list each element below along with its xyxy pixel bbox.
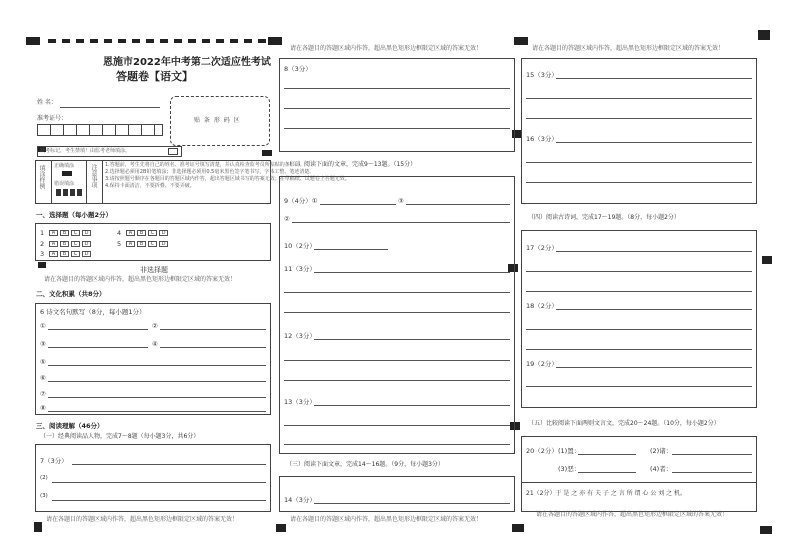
option-bubble[interactable]: A bbox=[126, 241, 135, 247]
answer-line[interactable] bbox=[556, 367, 752, 368]
nonchoice-notice: 请在各题目的答题区域内作答，超出黑色矩形边框限定区域的答案无效！ bbox=[44, 276, 237, 283]
side-mark bbox=[38, 262, 46, 268]
section-culture-title: 二、文化积累（共8分） bbox=[36, 290, 106, 298]
answer-line[interactable] bbox=[672, 472, 752, 473]
option-bubble[interactable]: D bbox=[82, 241, 91, 247]
answer-box-q14[interactable] bbox=[279, 476, 515, 512]
blank-mark: ③ bbox=[398, 197, 404, 205]
sub-section-title: （一）经典阅读品人物，完成7～8题（每小题3分，共6分） bbox=[40, 433, 200, 440]
answer-line[interactable] bbox=[320, 204, 396, 205]
q11-label: 11（3分） bbox=[284, 265, 316, 273]
answer-line[interactable] bbox=[578, 472, 636, 473]
answer-box-q9-13[interactable] bbox=[279, 176, 515, 454]
correct-fill-sample bbox=[62, 171, 72, 176]
answer-box-q17-19[interactable] bbox=[521, 230, 757, 408]
sub-section-title: （四）阅读古诗词，完成17～19题。（8分，每小题2分） bbox=[528, 214, 680, 221]
instructions-divider bbox=[51, 160, 52, 204]
corner-mark bbox=[514, 37, 528, 45]
answer-line[interactable] bbox=[160, 329, 266, 330]
answer-line[interactable] bbox=[556, 142, 752, 143]
option-bubble[interactable]: D bbox=[82, 230, 91, 236]
option-bubble[interactable]: A bbox=[49, 241, 58, 247]
option-bubble[interactable]: C bbox=[71, 241, 80, 247]
exam-title: 恩施市2022年中考第二次适应性考试 bbox=[103, 57, 271, 68]
section-reading-title: 三、阅读理解（46分） bbox=[36, 422, 104, 430]
answer-line[interactable] bbox=[160, 347, 266, 348]
instructions-divider bbox=[102, 160, 103, 204]
q13-label: 13（3分） bbox=[284, 398, 316, 406]
option-bubble[interactable]: C bbox=[148, 230, 157, 236]
correct-fill-label: 正确填涂 bbox=[54, 163, 75, 169]
q19-label: 19（2分） bbox=[526, 360, 558, 368]
sub-section-title: （二）阅读下面的文章，完成9～13题。（15分） bbox=[286, 161, 417, 168]
answer-line[interactable] bbox=[672, 454, 752, 455]
note-item: 4.保持卡面清洁，不要折叠、不要弄破。 bbox=[105, 183, 195, 189]
q18-label: 18（2分） bbox=[526, 302, 558, 310]
timing-marks-top bbox=[48, 39, 268, 43]
note-item: 3.请按照题号顺序在各题目的答题区域内作答，超出答题区域书写的答案无效；在草稿纸、试题卷上答题无效。 bbox=[105, 176, 350, 182]
blank-mark: ⑧ bbox=[40, 404, 46, 412]
option-bubble[interactable]: B bbox=[60, 251, 69, 257]
answer-line[interactable] bbox=[284, 360, 510, 361]
option-bubble[interactable]: C bbox=[71, 230, 80, 236]
answer-line[interactable] bbox=[526, 162, 752, 163]
choice-number: 3 bbox=[40, 250, 45, 258]
note-item: 1.答题前，考生先将自己的姓名、准考证号填写清楚，并认真检查监考员所粘贴的条形码。 bbox=[105, 162, 305, 168]
answer-line[interactable] bbox=[52, 482, 266, 483]
answer-line[interactable] bbox=[314, 249, 388, 250]
answer-line[interactable] bbox=[284, 128, 510, 129]
q17-label: 17（2分） bbox=[526, 244, 558, 252]
side-mark bbox=[276, 524, 286, 532]
option-bubble[interactable]: B bbox=[137, 241, 146, 247]
answer-line[interactable] bbox=[406, 204, 510, 205]
option-bubble[interactable]: D bbox=[82, 251, 91, 257]
answer-line[interactable] bbox=[284, 88, 510, 89]
blank-mark: ③ bbox=[40, 340, 46, 348]
notes-list bbox=[105, 162, 350, 190]
blank-mark: ② bbox=[152, 322, 158, 330]
exam-no-label: 准考证号： bbox=[37, 115, 68, 122]
answer-line[interactable] bbox=[526, 271, 752, 272]
q9-label: 9（4分）① bbox=[284, 197, 318, 205]
absent-label: 缺考标记，考生禁填！由监考老师填涂。 bbox=[40, 148, 131, 154]
option-bubble[interactable]: D bbox=[159, 241, 168, 247]
side-mark bbox=[512, 524, 524, 532]
sub-section-title: （五）比较阅读下面两则文言文，完成20～24题。（10分，每小题2分） bbox=[528, 420, 720, 427]
answer-line[interactable] bbox=[284, 380, 510, 381]
notes-label: 注意事项 bbox=[90, 164, 97, 188]
q20-item: (3)恶： bbox=[558, 465, 581, 473]
choice-number: 5 bbox=[117, 240, 122, 248]
option-bubble[interactable]: A bbox=[49, 251, 58, 257]
nonchoice-title: 非选择题 bbox=[140, 266, 168, 274]
name-label: 姓 名： bbox=[37, 99, 57, 106]
bottom-notice-middle: 请在各题目的答题区域内作答，超出黑色矩形边框限定区域的答案无效！ bbox=[290, 516, 483, 523]
q20-item: (1)置： bbox=[558, 447, 581, 455]
bottom-notice-right: 请在各题目的答题区域内作答，超出黑色矩形边框限定区域的答案无效！ bbox=[536, 511, 729, 518]
answer-line[interactable] bbox=[52, 500, 266, 501]
choice-number: 2 bbox=[40, 240, 45, 248]
blank-mark: (3) bbox=[40, 493, 48, 499]
corner-mark bbox=[26, 37, 40, 45]
side-mark bbox=[262, 150, 272, 156]
q20-item: (4)者： bbox=[650, 465, 673, 473]
answer-line[interactable] bbox=[526, 98, 752, 99]
answer-line[interactable] bbox=[284, 312, 510, 313]
answer-line[interactable] bbox=[284, 425, 510, 426]
answer-line[interactable] bbox=[314, 405, 510, 406]
option-bubble[interactable]: A bbox=[126, 230, 135, 236]
blank-mark: ⑦ bbox=[40, 390, 46, 398]
answer-line[interactable] bbox=[48, 381, 266, 382]
answer-line[interactable] bbox=[526, 386, 752, 387]
absent-checkbox[interactable] bbox=[168, 148, 178, 155]
blank-mark: ⑤ bbox=[40, 358, 46, 366]
wrong-fill-sample bbox=[56, 189, 82, 196]
option-bubble[interactable]: C bbox=[71, 251, 80, 257]
name-field[interactable] bbox=[60, 107, 160, 108]
answer-line[interactable] bbox=[526, 182, 752, 183]
answer-line[interactable] bbox=[526, 349, 752, 350]
q16-label: 16（3分） bbox=[526, 135, 558, 143]
answer-line[interactable] bbox=[526, 291, 752, 292]
answer-line[interactable] bbox=[556, 251, 752, 252]
option-bubble[interactable]: B bbox=[60, 241, 69, 247]
answer-line[interactable] bbox=[48, 411, 266, 412]
q7-label: 7（3分） bbox=[40, 457, 68, 465]
answer-line[interactable] bbox=[314, 339, 510, 340]
choice-number: 1 bbox=[40, 229, 45, 237]
section-choice-title: 一、选择题（每小题2分） bbox=[36, 211, 113, 219]
instructions-divider bbox=[86, 160, 87, 204]
corner-mark bbox=[268, 37, 282, 45]
answer-box-q8[interactable] bbox=[279, 58, 515, 152]
choice-number: 4 bbox=[117, 229, 122, 237]
blank-mark: ④ bbox=[152, 340, 158, 348]
answer-line[interactable] bbox=[556, 309, 752, 310]
option-bubble[interactable]: B bbox=[60, 230, 69, 236]
answer-line[interactable] bbox=[48, 365, 266, 366]
top-notice-middle: 请在各题目的答题区域内作答，超出黑色矩形边框限定区域的答案无效！ bbox=[290, 45, 483, 52]
barcode-label: 贴 条 形 码 区 bbox=[194, 117, 241, 124]
wrong-fill-label: 错误填涂 bbox=[54, 181, 75, 187]
answer-line[interactable] bbox=[526, 118, 752, 119]
blank-mark: (2) bbox=[40, 475, 48, 481]
answer-line[interactable] bbox=[314, 503, 510, 504]
note-item: 2.选择题必须用2B铅笔填涂；非选择题必须用0.5毫米黑色签字笔书写，字体工整、笔迹清楚。 bbox=[105, 169, 315, 175]
sub-section-title: （三）阅读下面文章，完成14～16题。（9分，每小题3分） bbox=[286, 461, 444, 468]
answer-box-q7[interactable] bbox=[35, 444, 271, 512]
answer-line[interactable] bbox=[48, 397, 266, 398]
option-bubble[interactable]: C bbox=[148, 241, 157, 247]
answer-sheet-title: 答题卷【语文】 bbox=[116, 70, 193, 83]
blank-mark: ⑥ bbox=[40, 374, 46, 382]
q10-label: 10（2分） bbox=[284, 242, 316, 250]
q14-label: 14（3分） bbox=[284, 496, 316, 504]
q21-label: 21（2分）于 是 之 亦 有 夫 子 之 言 所 谓 心 公 刘 之 机。 bbox=[526, 490, 687, 497]
answer-line[interactable] bbox=[48, 347, 148, 348]
fill-sample-label: 填涂样例 bbox=[38, 165, 45, 189]
answer-line[interactable] bbox=[284, 108, 510, 109]
answer-line[interactable] bbox=[556, 78, 752, 79]
answer-box-q6[interactable] bbox=[35, 303, 271, 415]
answer-line[interactable] bbox=[48, 329, 148, 330]
answer-line[interactable] bbox=[526, 329, 752, 330]
answer-line[interactable] bbox=[284, 444, 510, 445]
side-mark bbox=[34, 522, 42, 532]
bottom-notice-left: 请在各题目的答题区域内作答，超出黑色矩形边框限定区域的答案无效！ bbox=[46, 516, 239, 523]
blank-mark: ① bbox=[40, 322, 46, 330]
q20-divider bbox=[521, 482, 757, 483]
answer-line[interactable] bbox=[292, 222, 510, 223]
q8-label: 8（3分） bbox=[284, 65, 312, 73]
q12-label: 12（3分） bbox=[284, 332, 316, 340]
exam-no-cells[interactable] bbox=[37, 124, 163, 136]
answer-line[interactable] bbox=[314, 272, 510, 273]
blank-mark: ② bbox=[284, 215, 290, 223]
option-bubble[interactable]: A bbox=[49, 230, 58, 236]
q20-label: 20（2分） bbox=[526, 447, 558, 455]
corner-mark bbox=[758, 30, 770, 40]
side-mark bbox=[762, 256, 772, 264]
q15-label: 15（3分） bbox=[526, 71, 558, 79]
side-mark bbox=[760, 526, 772, 534]
option-bubble[interactable]: D bbox=[159, 230, 168, 236]
q6-label: 6 诗文名句默写（8分，每小题1分） bbox=[40, 308, 146, 316]
answer-line[interactable] bbox=[284, 292, 510, 293]
top-notice-right: 请在各题目的答题区域内作答，超出黑色矩形边框限定区域的答案无效！ bbox=[532, 45, 725, 52]
option-bubble[interactable]: B bbox=[137, 230, 146, 236]
answer-line[interactable] bbox=[578, 454, 636, 455]
q20-item: (2)诸： bbox=[650, 447, 673, 455]
answer-line[interactable] bbox=[72, 464, 266, 465]
